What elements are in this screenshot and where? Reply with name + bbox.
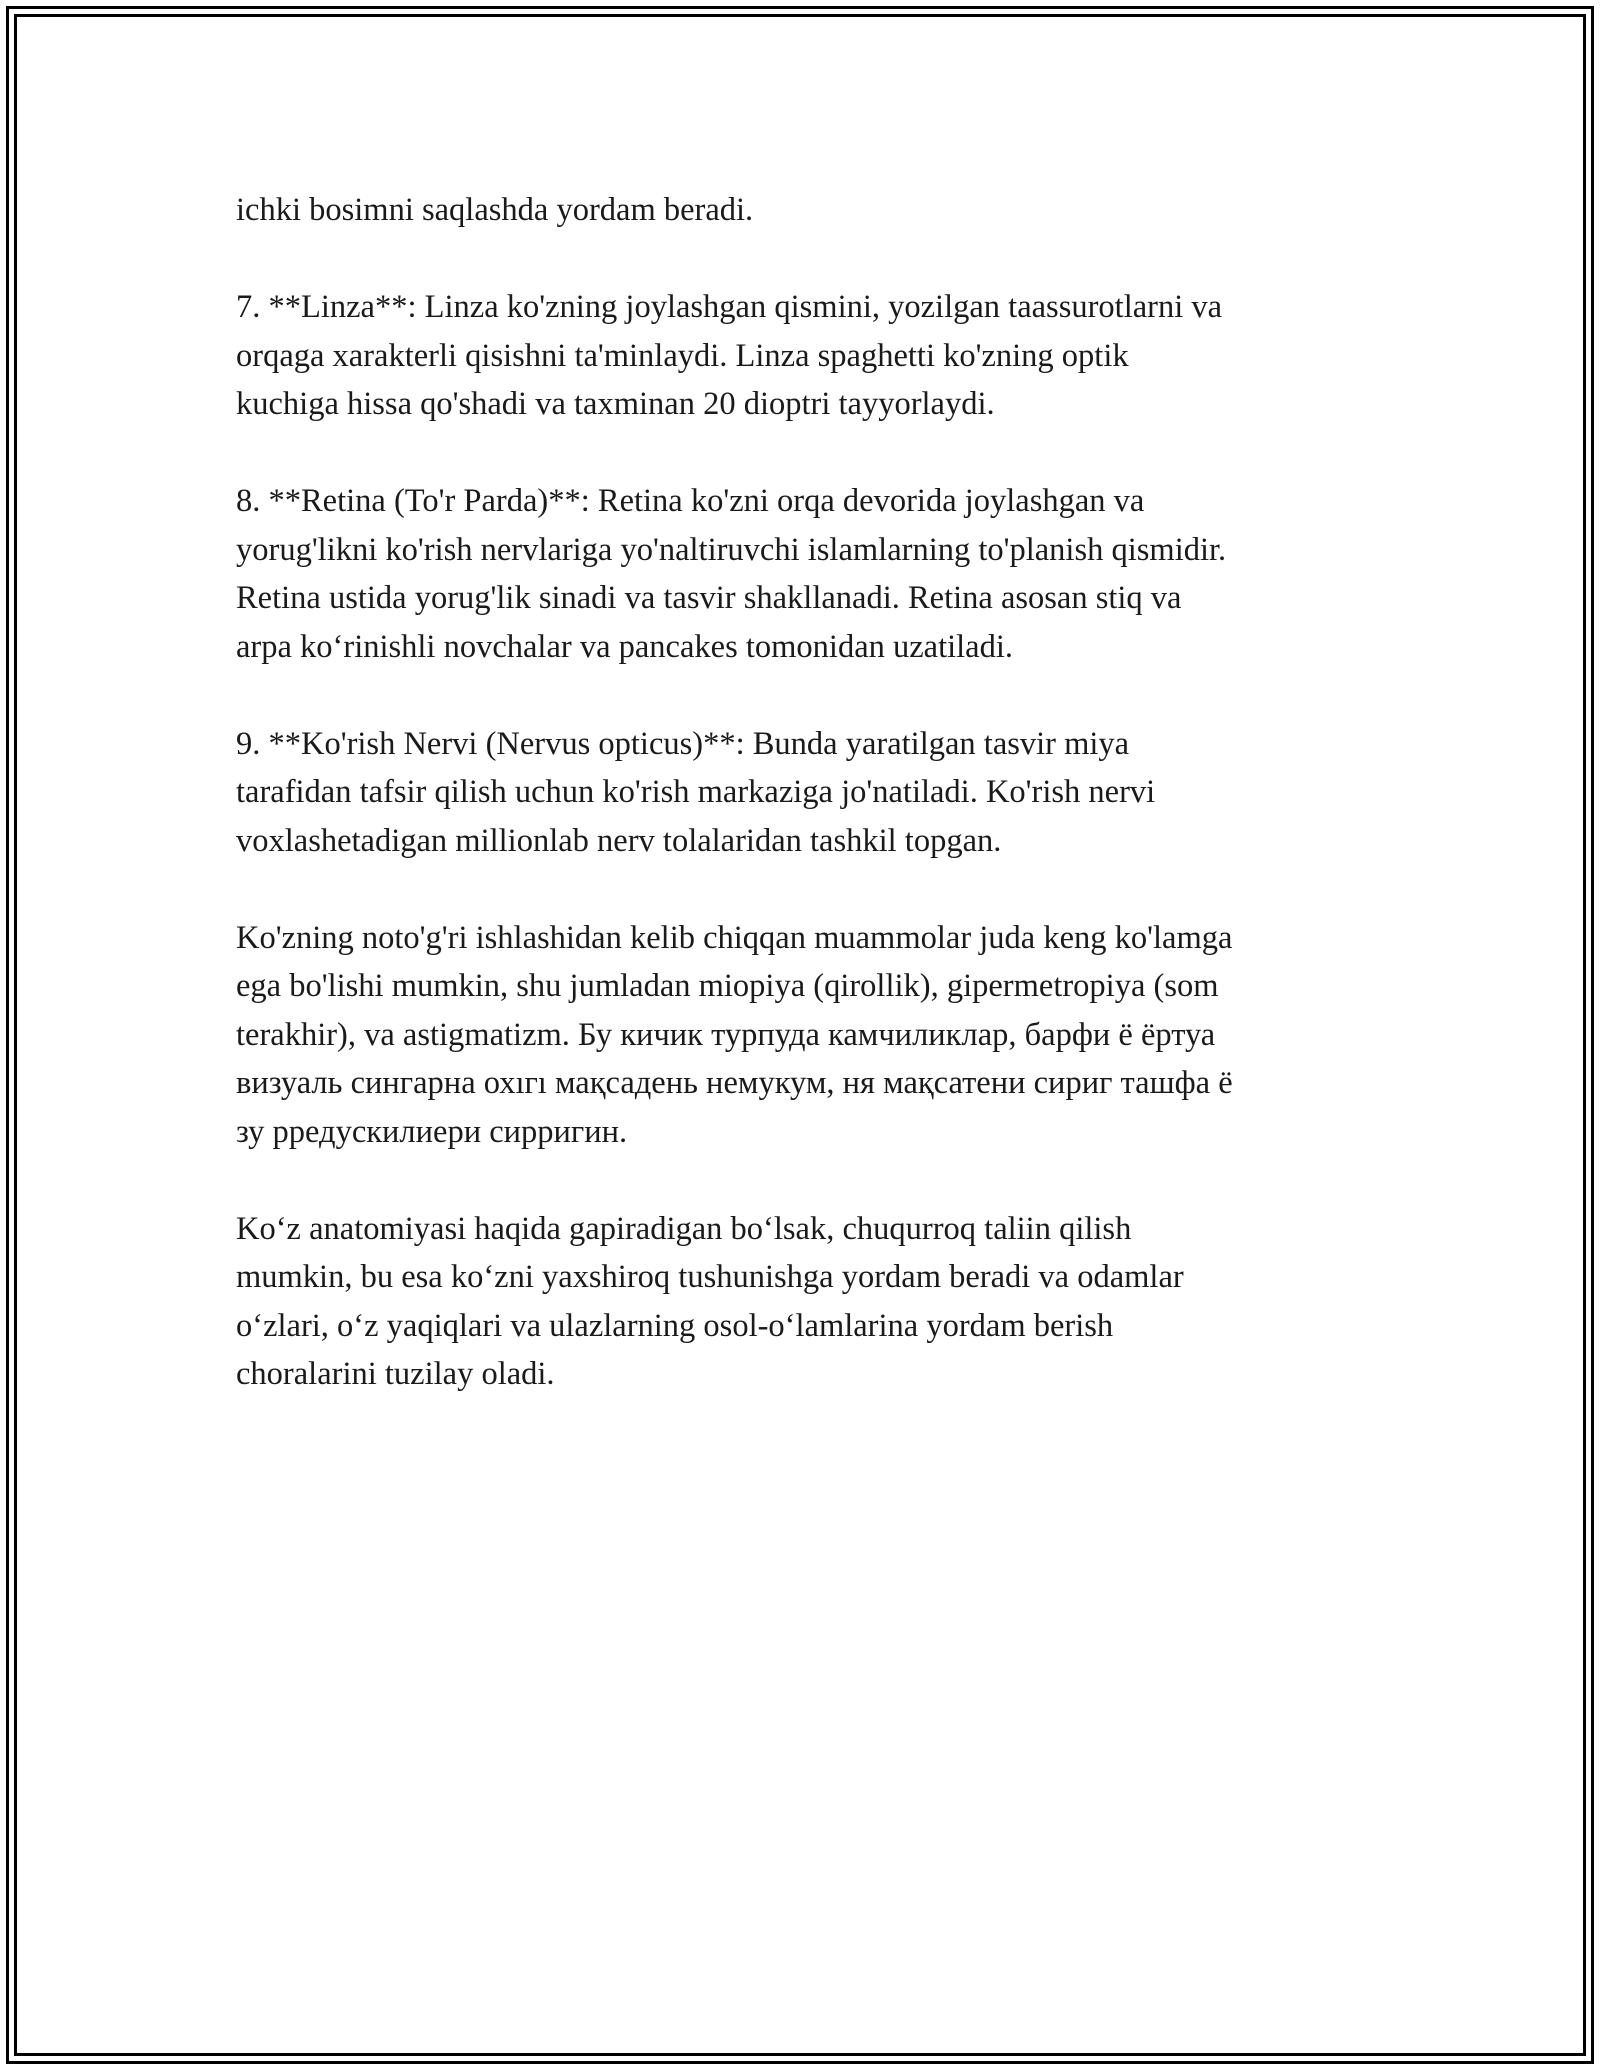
text-line: 8. **Retina (To'r Parda)**: Retina ko'zni orqa devorida joylashgan va xyxy=(236,483,1145,519)
paragraph-pressure xyxy=(236,186,1366,235)
text-line: ichki bosimni saqlashda yordam beradi. xyxy=(236,192,754,228)
text-line: mumkin, bu esa ko‘zni yaxshiroq tushunishga yordam beradi va odamlar xyxy=(236,1259,1184,1295)
text-line: визуаль сингарна охıгı мақсадень немукум, ня мақсатени сириг ташфа ё xyxy=(236,1065,1233,1101)
text-line: Retina ustida yorug'lik sinadi va tasvir shakllanadi. Retina asosan stiq va xyxy=(236,580,1182,616)
paragraph-conclusion xyxy=(236,1205,1366,1399)
text-line: ega bo'lishi mumkin, shu jumladan miopiya (qirollik), gipermetropiya (som xyxy=(236,968,1219,1004)
text-line: arpa ko‘rinishli novchalar va pancakes tomonidan uzatiladi. xyxy=(236,628,1014,665)
text-line: voxlashetadigan millionlab nerv tolalaridan tashkil topgan. xyxy=(236,822,1002,859)
text-line: tarafidan tafsir qilish uchun ko'rish markaziga jo'natiladi. Ko'rish nervi xyxy=(236,774,1156,810)
paragraph-lens xyxy=(236,283,1366,429)
text-line: 7. **Linza**: Linza ko'zning joylashgan qismini, yozilgan taassurotlarni va xyxy=(236,289,1223,325)
text-line: orqaga xarakterli qisishni ta'minlaydi. Linza spaghetti ko'zning optik xyxy=(236,337,1129,374)
text-line: choralarini tuzilay oladi. xyxy=(236,1356,555,1392)
text-line: Ko'zning noto'g'ri ishlashidan kelib chiqqan muammolar juda keng ko'lamga xyxy=(236,919,1233,956)
text-line: зу рредускилиери сирригин. xyxy=(236,1113,628,1150)
text-line: yorug'likni ko'rish nervlariga yo'naltiruvchi islamlarning to'planish qismidir. xyxy=(236,531,1227,568)
paragraph-retina xyxy=(236,477,1366,671)
text-line: o‘zlari, o‘z yaqiqlari va ulazlarning osol-o‘lamlarina yordam berish xyxy=(236,1307,1114,1344)
document-body xyxy=(236,186,1366,1447)
text-line: 9. **Ko'rish Nervi (Nervus opticus)**: Bunda yaratilgan tasvir miya xyxy=(236,725,1130,762)
paragraph-problems xyxy=(236,914,1366,1157)
paragraph-optic-nerve xyxy=(236,720,1366,866)
text-line: Ko‘z anatomiyasi haqida gapiradigan bo‘lsak, chuqurroq taliin qilish xyxy=(236,1210,1132,1247)
text-line: kuchiga hissa qo'shadi va taxminan 20 dioptri tayyorlaydi. xyxy=(236,386,995,422)
text-line: terakhir), va astigmatizm. Бу кичик турпуда камчиликлар, барфи ё ёртуа xyxy=(236,1016,1216,1053)
